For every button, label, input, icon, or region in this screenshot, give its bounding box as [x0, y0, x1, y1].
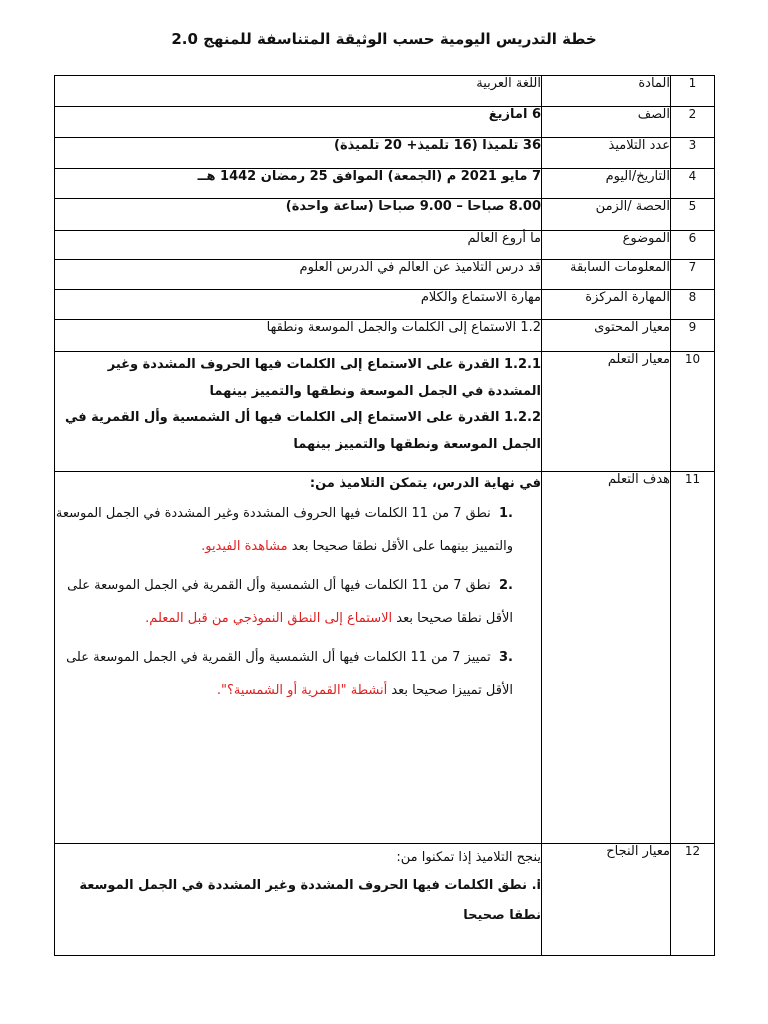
goal-number: .2 [499, 577, 513, 593]
row-value: اللغة العربية [55, 76, 542, 107]
row-number: 11 [671, 472, 715, 844]
learning-standard-item: 1.2.1 القدرة على الاستماع إلى الكلمات فيها الحروف المشددة وغير المشددة في الجمل الموسعة ونطقها والتمييز بينهما [107, 357, 541, 399]
goal-text: نطق 7 من 11 الكلمات فيها أل الشمسية وأل القمرية في الجمل الموسعة على الأقل نطقا صحيحا بعد [67, 577, 513, 627]
row-label: التاريخ/اليوم [542, 169, 671, 199]
row-number: 3 [671, 138, 715, 169]
table-row-learning-goal [55, 472, 715, 844]
row-label: الصف [542, 107, 671, 138]
table-row [55, 76, 715, 107]
row-label: الحصة /الزمن [542, 199, 671, 231]
table-row [55, 231, 715, 260]
learning-standard-item: 1.2.2 القدرة على الاستماع إلى الكلمات فيها أل الشمسية وأل القمرية في الجمل الموسعة ونطقها والتمييز بينهما [64, 410, 541, 452]
criteria-item: i. نطق الكلمات فيها الحروف المشددة وغير المشددة في الجمل الموسعة نطقا صحيحا [79, 878, 541, 924]
goal-number: .3 [499, 650, 513, 666]
row-value: مهارة الاستماع والكلام [55, 290, 542, 320]
learning-standard-cell [55, 352, 542, 472]
row-value: 1.2 الاستماع إلى الكلمات والجمل الموسعة ونطقها [55, 320, 542, 352]
learning-goal-cell [55, 472, 542, 844]
row-value: ما أروع العالم [55, 231, 542, 260]
row-label: الموضوع [542, 231, 671, 260]
table-row [55, 107, 715, 138]
row-value: 7 مايو 2021 م (الجمعة) الموافق 25 رمضان 1442 هــ [55, 169, 542, 199]
row-number: 8 [671, 290, 715, 320]
goal-text: نطق 7 من 11 الكلمات فيها الحروف المشددة وغير المشددة في الجمل الموسعة والتمييز بينهما على الأقل نطقا صحيحا بعد [55, 505, 513, 554]
row-number: 6 [671, 231, 715, 260]
goal-intro: في نهاية الدرس، يتمكن التلاميذ من: [309, 476, 541, 491]
row-label: معيار النجاح [542, 844, 671, 956]
table-row-learning-standard [55, 352, 715, 472]
table-row [55, 260, 715, 290]
table-row [55, 320, 715, 352]
row-number: 5 [671, 199, 715, 231]
goal-highlight: الاستماع إلى النطق النموذجي من قبل المعلم. [145, 611, 393, 627]
goal-highlight: أنشطة "القمرية أو الشمسية؟". [216, 683, 388, 699]
row-number: 4 [671, 169, 715, 199]
table-row [55, 199, 715, 231]
row-number: 1 [671, 76, 715, 107]
success-criteria-cell [55, 844, 542, 956]
goal-text: تمييز 7 من 11 الكلمات فيها أل الشمسية وأل القمرية في الجمل الموسعة على الأقل تمييزا صحيحا بعد [66, 650, 513, 699]
row-value: 6 امازيغ [55, 107, 542, 138]
row-number: 10 [671, 352, 715, 472]
row-label: المهارة المركزة [542, 290, 671, 320]
row-value: قد درس التلاميذ عن العالم في الدرس العلوم [55, 260, 542, 290]
row-number: 2 [671, 107, 715, 138]
goal-highlight: مشاهدة الفيديو. [201, 538, 288, 554]
table-row-success-criteria [55, 844, 715, 956]
row-label: المادة [542, 76, 671, 107]
row-label: عدد التلاميذ [542, 138, 671, 169]
row-label: المعلومات السابقة [542, 260, 671, 290]
goal-item [55, 641, 513, 707]
row-label: هدف التعلم [542, 472, 671, 844]
table-row [55, 290, 715, 320]
table-row [55, 169, 715, 199]
row-number: 9 [671, 320, 715, 352]
criteria-intro: ينجح التلاميذ إذا تمكنوا من: [396, 850, 541, 865]
table-row [55, 138, 715, 169]
goal-number: .1 [499, 505, 513, 521]
goal-list [55, 497, 541, 708]
row-label: معيار التعلم [542, 352, 671, 472]
row-label: معيار المحتوى [542, 320, 671, 352]
document-title: خطة التدريس اليومية حسب الوثيقة المتناسفة للمنهج 2.0 [171, 30, 597, 48]
row-value: 8.00 صباحا – 9.00 صباحا (ساعة واحدة) [55, 199, 542, 231]
goal-item [55, 497, 513, 563]
row-number: 7 [671, 260, 715, 290]
goal-item [55, 569, 513, 635]
row-value: 36 تلميذا (16 تلميذ+ 20 تلميذة) [55, 138, 542, 169]
row-number: 12 [671, 844, 715, 956]
lesson-plan-table [54, 75, 715, 956]
